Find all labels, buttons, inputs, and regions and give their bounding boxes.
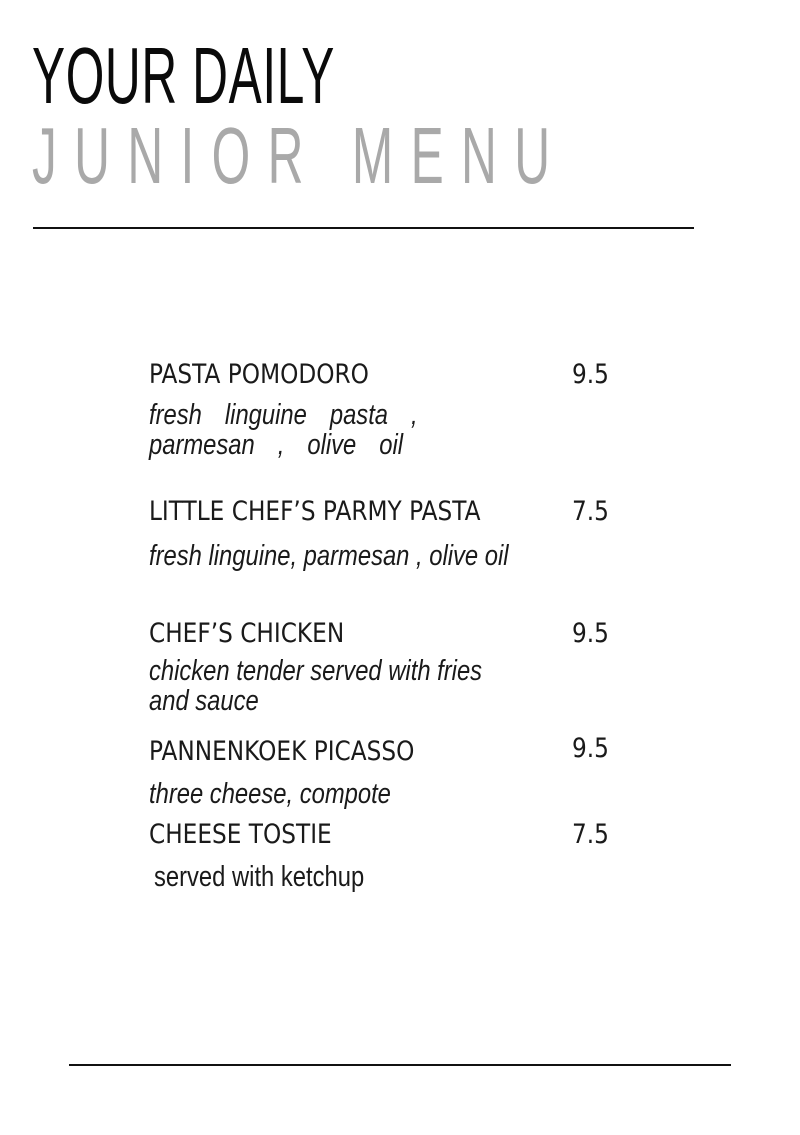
menu-item-name: CHEESE TOSTIE <box>149 819 332 850</box>
menu-item-description: served with ketchup <box>154 861 365 893</box>
menu-item-price: 9.5 <box>572 359 609 390</box>
menu-item-name: LITTLE CHEF’S PARMY PASTA <box>149 496 481 527</box>
menu-item-price: 9.5 <box>572 618 609 649</box>
menu-item-description: three cheese, compote <box>149 778 391 810</box>
menu-item-description: fresh linguine, parmesan , olive oil <box>149 540 509 572</box>
menu-item-name: PASTA POMODORO <box>149 359 369 390</box>
menu-item-price: 7.5 <box>572 496 609 527</box>
menu-item-name: PANNENKOEK PICASSO <box>149 736 415 767</box>
menu-item-name: CHEF’S CHICKEN <box>149 618 345 649</box>
top-divider <box>33 227 694 229</box>
menu-item-price: 7.5 <box>572 819 609 850</box>
menu-item-description: chicken tender served with fries and sauce <box>149 655 483 717</box>
menu-item-description: fresh linguine pasta , parmesan , olive oil <box>149 399 418 461</box>
menu-title-line-2: JUNIOR MENU <box>32 111 568 200</box>
menu-item-price: 9.5 <box>572 733 609 764</box>
bottom-divider <box>69 1064 731 1066</box>
menu-title-line-1: YOUR DAILY <box>32 31 335 120</box>
